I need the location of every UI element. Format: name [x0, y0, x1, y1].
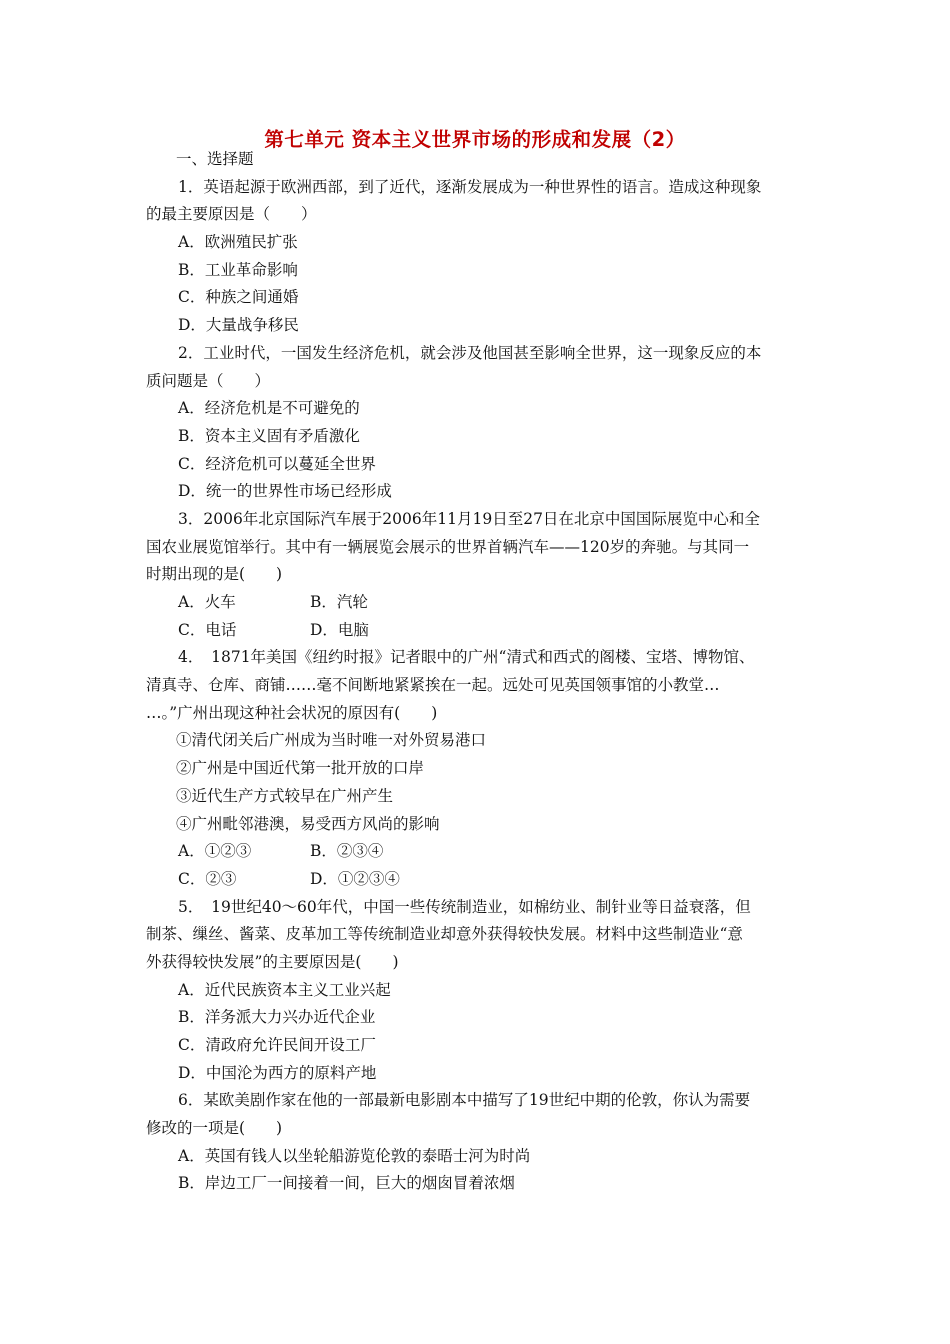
question-text: 2．工业时代，一国发生经济危机，就会涉及他国甚至影响全世界，这一现象反应的本 — [178, 343, 762, 362]
statement-item: ③近代生产方式较早在广州产生 — [176, 786, 394, 805]
answer-option: B．岸边工厂一间接着一间，巨大的烟囱冒着浓烟 — [178, 1174, 515, 1193]
answer-option: B．工业革命影响 — [178, 260, 298, 279]
question-text: 5． 19世纪40～60年代，中国一些传统制造业，如棉纺业、制针业等日益衰落，但 — [178, 897, 751, 916]
answer-option: A．火车 — [178, 593, 236, 611]
question-text: 1．英语起源于欧洲西部，到了近代，逐渐发展成为一种世界性的语言。造成这种现象 — [178, 177, 762, 196]
answer-option: A．近代民族资本主义工业兴起 — [178, 980, 391, 999]
statement-item: ④广州毗邻港澳，易受西方风尚的影响 — [176, 814, 440, 833]
question-text: 修改的一项是( ) — [146, 1119, 283, 1138]
answer-option: B．洋务派大力兴办近代企业 — [178, 1008, 376, 1027]
question-text: 制茶、缫丝、酱菜、皮革加工等传统制造业却意外获得较快发展。材料中这些制造业“意 — [146, 925, 743, 944]
answer-option-row — [146, 617, 808, 645]
statement-item: ②广州是中国近代第一批开放的口岸 — [176, 759, 425, 778]
answer-option: D．①②③④ — [310, 869, 400, 888]
section-heading: 一、选择题 — [176, 150, 254, 168]
statement-item: ①清代闭关后广州成为当时唯一对外贸易港口 — [176, 731, 487, 750]
answer-option: B．资本主义固有矛盾激化 — [178, 426, 360, 445]
question-3 — [146, 506, 808, 644]
answer-option: C．经济危机可以蔓延全世界 — [178, 454, 376, 473]
document-body — [146, 146, 808, 1198]
answer-option: A．英国有钱人以坐轮船游览伦敦的泰晤士河为时尚 — [178, 1146, 531, 1165]
question-text: 3．2006年北京国际汽车展于2006年11月19日至27日在北京中国国际展览中心和全 — [178, 509, 760, 528]
question-text: 时期出现的是( ) — [146, 565, 283, 584]
question-1 — [146, 174, 808, 340]
answer-option: A．①②③ — [178, 842, 252, 861]
page-title: 第七单元 资本主义世界市场的形成和发展（2） — [264, 128, 686, 151]
question-text: 外获得较快发展”的主要原因是( ) — [146, 952, 399, 971]
question-2 — [146, 340, 808, 506]
question-5 — [146, 894, 808, 1088]
answer-option: B．汽轮 — [310, 593, 368, 611]
answer-option: D．电脑 — [310, 620, 369, 639]
answer-option: A．欧洲殖民扩张 — [178, 233, 298, 252]
answer-option: A．经济危机是不可避免的 — [178, 399, 360, 418]
question-text: …。”广州出现这种社会状况的原因有( ) — [146, 703, 438, 722]
question-text: 清真寺、仓库、商铺……毫不间断地紧紧挨在一起。远处可见英国领事馆的小教堂… — [146, 676, 720, 695]
answer-option-row — [146, 866, 808, 894]
question-text: 的最主要原因是（ ） — [146, 205, 317, 224]
question-text: 国农业展览馆举行。其中有一辆展览会展示的世界首辆汽车——120岁的奔驰。与其同一 — [146, 537, 750, 556]
answer-option: D．统一的世界性市场已经形成 — [178, 482, 392, 501]
answer-option: C．种族之间通婚 — [178, 288, 299, 307]
answer-option: D．大量战争移民 — [178, 316, 299, 335]
answer-option: C．②③ — [178, 869, 237, 888]
question-text: 质问题是（ ） — [146, 371, 271, 390]
answer-option: B．②③④ — [310, 842, 384, 861]
answer-option: D．中国沦为西方的原料产地 — [178, 1063, 377, 1082]
question-text: 6．某欧美剧作家在他的一部最新电影剧本中描写了19世纪中期的伦敦，你认为需要 — [178, 1091, 751, 1110]
answer-option-row — [146, 589, 808, 617]
answer-option: C．清政府允许民间开设工厂 — [178, 1036, 376, 1054]
answer-option-row — [146, 838, 808, 866]
question-6 — [146, 1087, 808, 1198]
question-text: 4． 1871年美国《纽约时报》记者眼中的广州“清式和西式的阁楼、宝塔、博物馆、 — [178, 648, 755, 667]
answer-option: C．电话 — [178, 620, 237, 639]
question-4 — [146, 644, 808, 893]
